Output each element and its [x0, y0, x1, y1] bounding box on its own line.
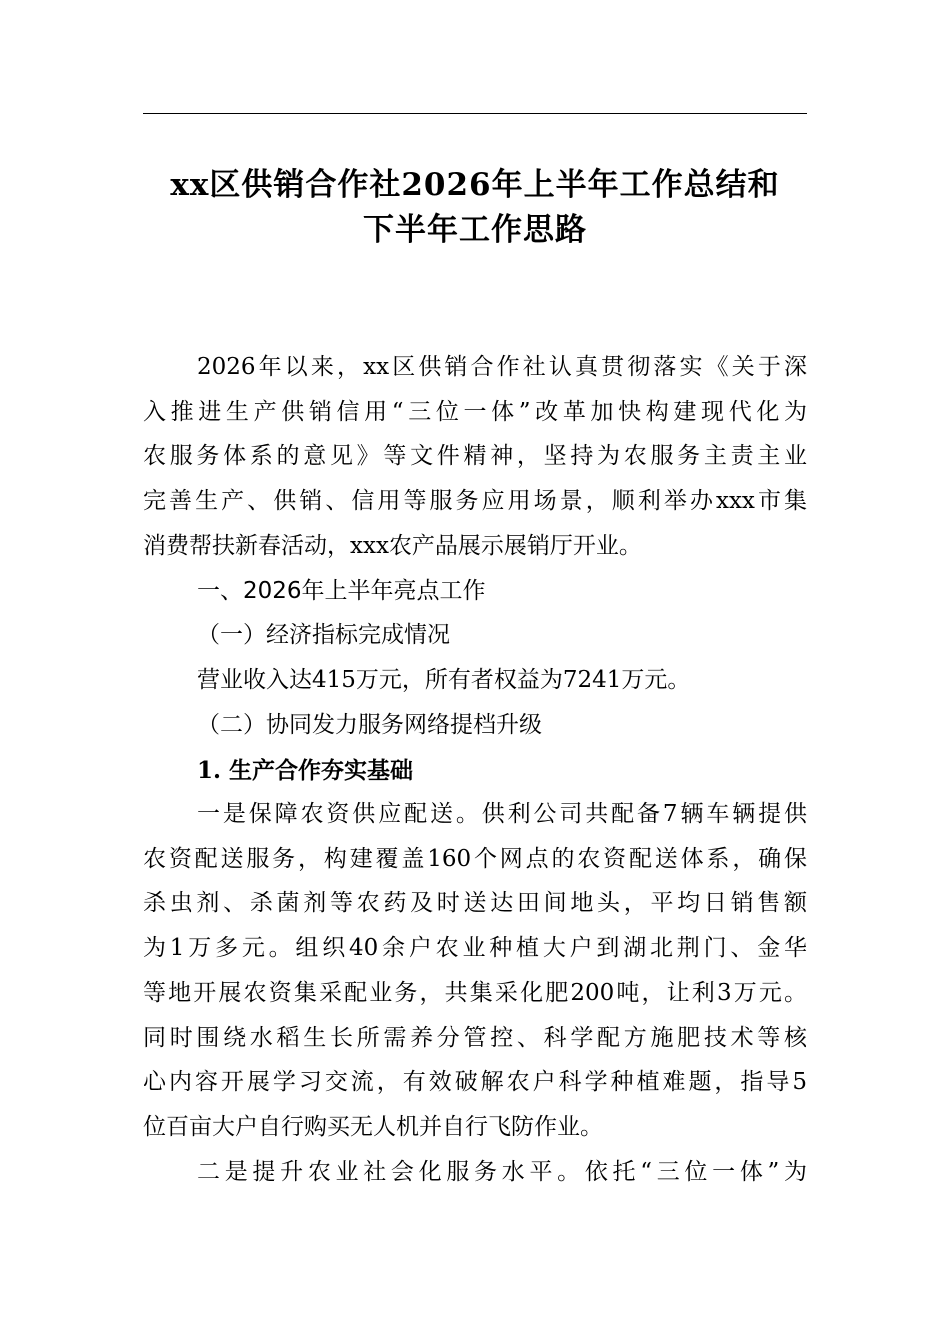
item-heading: 1. 生产合作夯实基础	[197, 757, 414, 784]
subsection-heading: （一）经济指标完成情况	[197, 622, 450, 648]
section-heading: 一、2026年上半年亮点工作	[197, 578, 486, 604]
item-line: 为1万多元。组织40余户农业种植大户到湖北荆门、金华	[143, 935, 807, 961]
document-title-line2: 下半年工作思路	[363, 212, 587, 248]
item-line: 等地开展农资集采配业务，共集采化肥200吨，让利3万元。	[143, 980, 807, 1006]
item-line: 农资配送服务，构建覆盖160个网点的农资配送体系，确保	[143, 846, 807, 872]
intro-line: 完善生产、供销、信用等服务应用场景，顺利举办xxx市集	[143, 488, 807, 514]
document-title-line1: xx区供销合作社2026年上半年工作总结和	[170, 167, 780, 203]
item-line: 二是提升农业社会化服务水平。依托“三位一体”为	[197, 1159, 807, 1185]
item-line: 同时围绕水稻生长所需养分管控、科学配方施肥技术等核	[143, 1025, 807, 1051]
intro-line: 消费帮扶新春活动，xxx农产品展示展销厅开业。	[143, 533, 642, 559]
subsection-text: 营业收入达415万元，所有者权益为7241万元。	[197, 667, 691, 693]
item-line: 一是保障农资供应配送。供利公司共配备7辆车辆提供	[197, 801, 807, 827]
intro-line: 入推进生产供销信用“三位一体”改革加快构建现代化为	[143, 399, 807, 425]
item-line: 杀虫剂、杀菌剂等农药及时送达田间地头，平均日销售额	[143, 890, 807, 916]
intro-line: 农服务体系的意见》等文件精神，坚持为农服务主责主业	[143, 443, 807, 469]
item-line: 位百亩大户自行购买无人机并自行飞防作业。	[143, 1114, 603, 1140]
item-line: 心内容开展学习交流，有效破解农户科学种植难题，指导5	[143, 1069, 807, 1095]
subsection-heading: （二）协同发力服务网络提档升级	[197, 712, 542, 738]
intro-line: 2026年以来，xx区供销合作社认真贯彻落实《关于深	[197, 354, 807, 380]
header-rule	[143, 113, 807, 114]
